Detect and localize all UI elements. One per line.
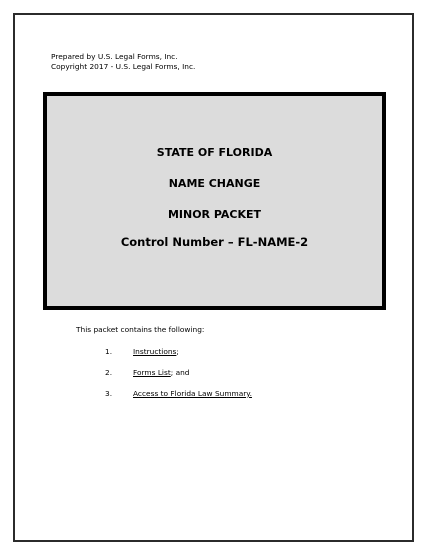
- list-text: [133, 389, 252, 398]
- forms-list-link[interactable]: Forms List: [133, 368, 171, 377]
- list-number: 3.: [105, 389, 113, 398]
- copyright-line: Copyright 2017 - U.S. Legal Forms, Inc.: [51, 61, 196, 71]
- name-change-title: NAME CHANGE: [168, 177, 261, 190]
- packet-title: MINOR PACKET: [167, 208, 262, 221]
- cover-title-box: [43, 92, 386, 310]
- list-suffix: ; and: [170, 368, 190, 377]
- list-suffix: ;: [176, 347, 179, 356]
- state-title: STATE OF FLORIDA: [156, 146, 273, 159]
- list-text: [133, 347, 179, 356]
- contents-intro: This packet contains the following:: [76, 325, 205, 334]
- preparer-notice: [51, 52, 195, 71]
- florida-law-summary-link[interactable]: Access to Florida Law Summary.: [133, 389, 252, 398]
- prepared-by-line: Prepared by U.S. Legal Forms, Inc.: [51, 52, 178, 61]
- control-number: Control Number – FL-NAME-2: [120, 235, 309, 249]
- instructions-link[interactable]: Instructions: [133, 347, 177, 356]
- document-page: [13, 13, 414, 542]
- list-number: 2.: [105, 368, 113, 377]
- list-text: [133, 368, 190, 377]
- list-number: 1.: [105, 347, 113, 356]
